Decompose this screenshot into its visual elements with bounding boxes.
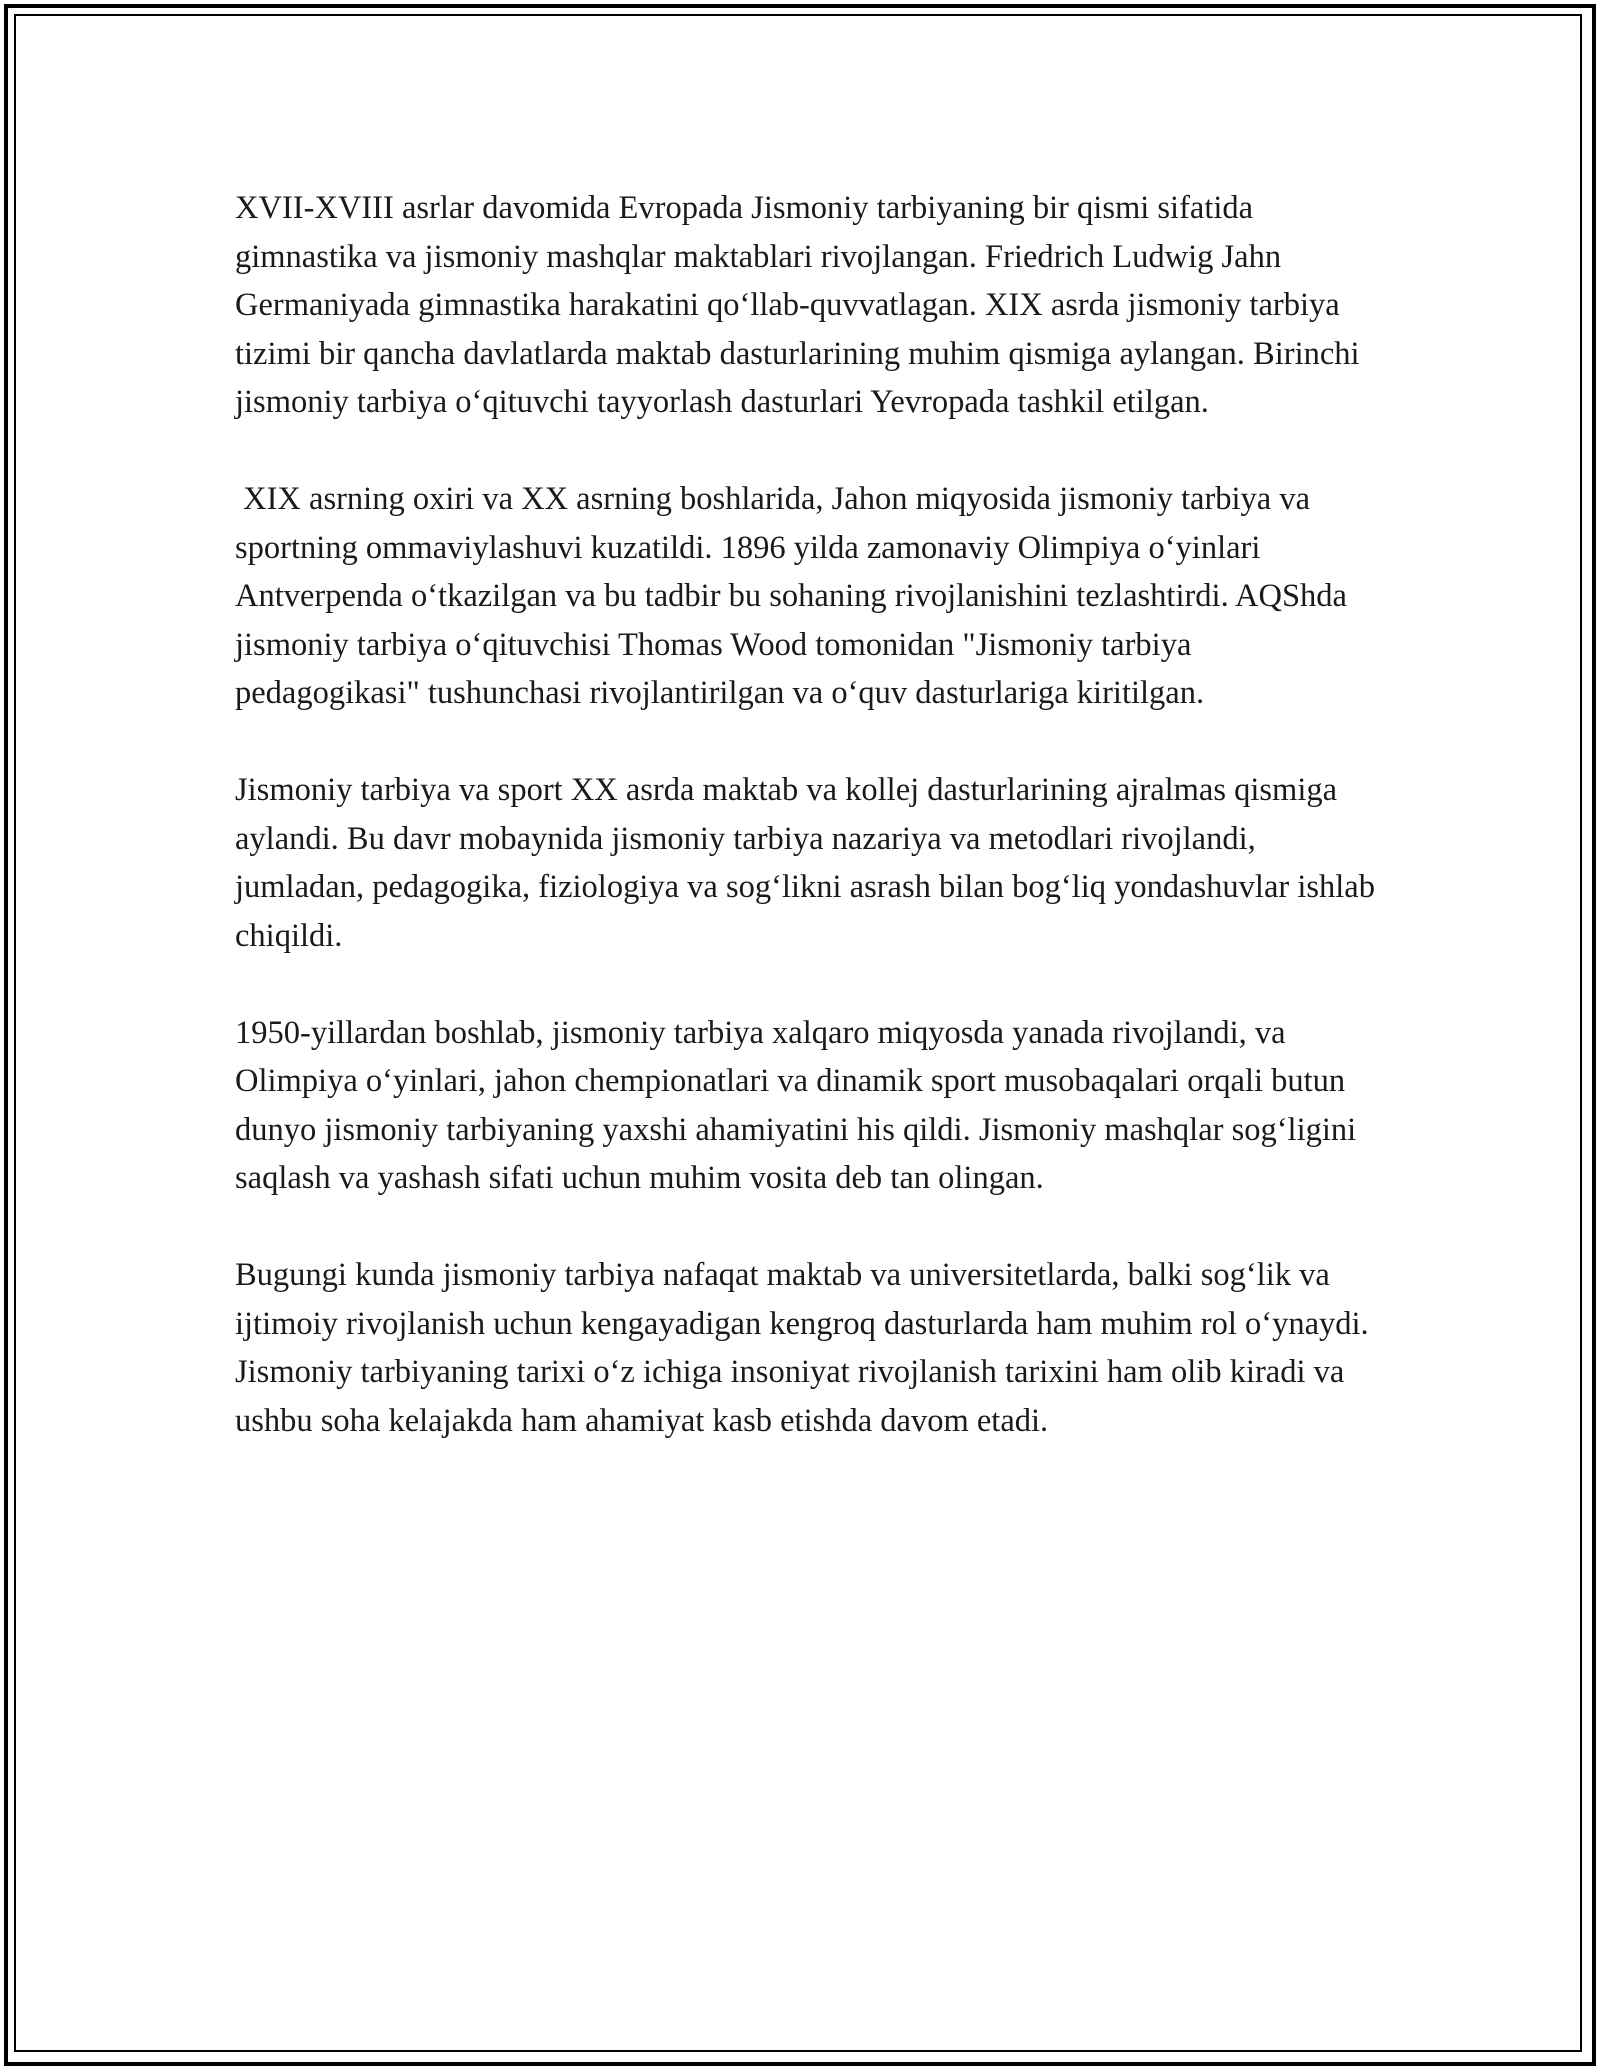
paragraph-1: XVII-XVIII asrlar davomida Evropada Jismoniy tarbiyaning bir qismi sifatida gimnastika va jismoniy mashqlar maktablari rivojlangan. Friedrich Ludwig Jahn Germaniyada gimnastika harakatini qo‘llab-quvvatlagan. XIX asrda jismoniy tarbiya tizimi bir qancha davlatlarda maktab dasturlarining muhim qismiga aylangan. Birinchi jismoniy tarbiya o‘qituvchi tayyorlash dasturlari Yevropada tashkil etilgan.	[235, 190, 1368, 420]
paragraph-3: Jismoniy tarbiya va sport XX asrda maktab va kollej dasturlarining ajralmas qismiga aylandi. Bu davr mobaynida jismoniy tarbiya nazariya va metodlari rivojlandi, jumladan, pedagogika, fiziologiya va sog‘likni asrash bilan bog‘liq yondashuvlar ishlab chiqildi.	[235, 772, 1384, 954]
paragraph-2: XIX asrning oxiri va XX asrning boshlarida, Jahon miqyosida jismoniy tarbiya va sportning ommaviylashuvi kuzatildi. 1896 yilda zamonaviy Olimpiya o‘yinlari Antverpenda o‘tkazilgan va bu tadbir bu sohaning rivojlanishini tezlashtirdi. AQShda jismoniy tarbiya o‘qituvchisi Thomas Wood tomonidan "Jismoniy tarbiya pedagogikasi" tushunchasi rivojlantirilgan va o‘quv dasturlariga kiritilgan.	[235, 481, 1356, 711]
paragraph-4: 1950-yillardan boshlab, jismoniy tarbiya xalqaro miqyosda yanada rivojlandi, va Olimpiya o‘yinlari, jahon chempionatlari va dinamik sport musobaqalari orqali butun dunyo jismoniy tarbiyaning yaxshi ahamiyatini his qildi. Jismoniy mashqlar sog‘ligini saqlash va yashash sifati uchun muhim vosita deb tan olingan.	[235, 1014, 1365, 1196]
paragraph-5: Bugungi kunda jismoniy tarbiya nafaqat maktab va universitetlarda, balki sog‘lik va ijtimoiy rivojlanish uchun kengayadigan kengroq dasturlarda ham muhim rol o‘ynaydi. Jismoniy tarbiyaning tarixi o‘z ichiga insoniyat rivojlanish tarixini ham olib kiradi va ushbu soha kelajakda ham ahamiyat kasb etishda davom etadi.	[235, 1257, 1377, 1439]
document-body	[235, 184, 1384, 1494]
